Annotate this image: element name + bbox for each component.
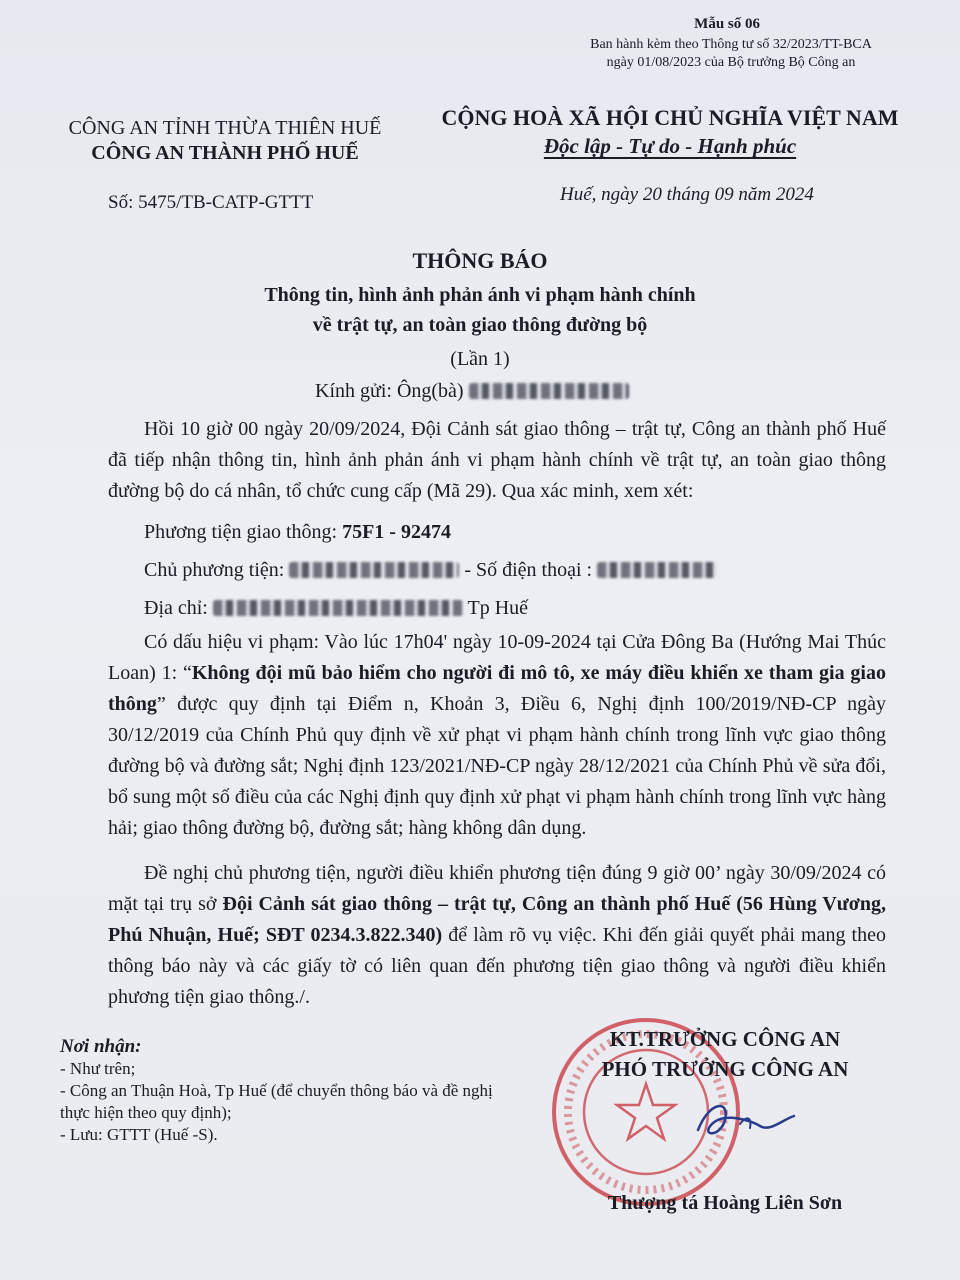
agency-line-2: CÔNG AN THÀNH PHỐ HUẾ	[91, 142, 359, 164]
request-suffix: để làm rõ vụ việc. Khi đến giải quyết phải mang theo thông báo này và các giấy tờ có liên quan đến phương tiện giao thông và người điều khiển phương tiện giao thông./.	[108, 924, 886, 1008]
owner-line	[108, 551, 886, 589]
redacted-address	[213, 600, 463, 616]
request-office: Đội Cảnh sát giao thông – trật tự, Công an thành phố Huế (56 Hùng Vương, Phú Nhuận, Huế; SĐT 0234.3.822.340)	[108, 893, 886, 946]
document-number: Số: 5475/TB-CATP-GTTT	[108, 192, 314, 213]
salutation-text: Kính gửi: Ông(bà)	[315, 380, 464, 402]
request-prefix: Đề nghị chủ phương tiện, người điều khiển phương tiện đúng 9 giờ 00’ ngày 30/09/2024 có mặt tại trụ sở	[108, 862, 886, 915]
violation-prefix: Có dấu hiệu vi phạm: Vào lúc 17h04' ngày 10-09-2024 tại Cửa Đông Ba (Hướng Mai Thúc Loan) 1: “	[108, 631, 886, 684]
address-label: Địa chỉ:	[144, 597, 213, 619]
phone-label: - Số điện thoại :	[459, 559, 598, 581]
issuance-line-1: Ban hành kèm theo Thông tư số 32/2023/TT-BCA	[590, 37, 872, 52]
subtitle-line-1: Thông tin, hình ảnh phản ánh vi phạm hành chính	[264, 284, 696, 306]
subtitle-line-2: về trật tự, an toàn giao thông đường bộ	[312, 314, 648, 336]
vehicle-label: Phương tiện giao thông:	[144, 521, 343, 543]
recipient-item: - Công an Thuận Hoà, Tp Huế (để chuyển thông báo và đề nghị thực hiện theo quy định);	[60, 1081, 493, 1122]
violation-paragraph	[108, 627, 886, 844]
signature-line-2: PHÓ TRƯỞNG CÔNG AN	[601, 1057, 849, 1081]
signer-name: Thượng tá Hoàng Liên Sơn	[607, 1192, 843, 1214]
form-number: Mẫu số 06	[694, 16, 760, 32]
request-paragraph	[108, 858, 886, 1013]
vehicle-plate: 75F1 - 92474	[342, 521, 451, 543]
issuance-line-2: ngày 01/08/2023 của Bộ trưởng Bộ Công an	[606, 55, 856, 70]
redacted-owner	[289, 562, 459, 578]
issuance-note	[566, 36, 896, 72]
document-title: THÔNG BÁO	[412, 248, 548, 273]
salutation	[315, 380, 629, 403]
place-date: Huế, ngày 20 tháng 09 năm 2024	[560, 184, 814, 205]
agency-line-1: CÔNG AN TỈNH THỪA THIÊN HUẾ	[68, 117, 382, 139]
vehicle-line	[108, 513, 886, 551]
address-line	[108, 589, 886, 627]
issuing-agency	[40, 116, 410, 166]
handwritten-signature	[690, 1090, 800, 1150]
violation-legal-basis: ” được quy định tại Điểm n, Khoản 3, Điều 6, Nghị định 100/2019/NĐ-CP ngày 30/12/2019 của Chính Phủ quy định về xử phạt vi phạm hành chính trong lĩnh vực giao thông đường bộ và đường sắt; Nghị định 123/2021/NĐ-CP ngày 28/12/2021 của Chính Phủ về sửa đổi, bổ sung một số điều của các Nghị định quy định xử phạt vi phạm hành chính trong lĩnh vực hàng hải; giao thông đường bộ, đường sắt; hàng không dân dụng.	[108, 693, 886, 839]
intro-paragraph: Hồi 10 giờ 00 ngày 20/09/2024, Đội Cảnh sát giao thông – trật tự, Công an thành phố Huế đã tiếp nhận thông tin, hình ảnh phản ánh vi phạm hành chính về trật tự, an toàn giao thông đường bộ do cá nhân, tổ chức cung cấp (Mã 29). Qua xác minh, xem xét:	[108, 418, 886, 502]
redacted-name	[469, 383, 629, 399]
nation-name: CỘNG HOÀ XÃ HỘI CHỦ NGHĨA VIỆT NAM	[441, 105, 899, 130]
national-motto: Độc lập - Tự do - Hạnh phúc	[543, 134, 797, 158]
signature-title	[560, 1024, 890, 1084]
violation-description: Không đội mũ bảo hiểm cho người đi mô tô, xe máy điều khiển xe tham gia giao thông	[108, 662, 886, 715]
address-tail: Tp Huế	[462, 597, 529, 619]
recipient-item: - Như trên;	[60, 1059, 136, 1078]
notice-count: (Lần 1)	[450, 348, 510, 370]
recipients-heading: Nơi nhận:	[60, 1036, 142, 1057]
recipient-item: - Lưu: GTTT (Huế -S).	[60, 1125, 218, 1144]
notice-body	[108, 414, 886, 1013]
owner-label: Chủ phương tiện:	[144, 559, 290, 581]
national-heading	[420, 104, 920, 160]
signature-line-1: KT.TRƯỞNG CÔNG AN	[609, 1027, 841, 1051]
document-subtitle	[0, 280, 960, 340]
recipients-block	[60, 1036, 510, 1146]
redacted-phone	[597, 562, 717, 578]
